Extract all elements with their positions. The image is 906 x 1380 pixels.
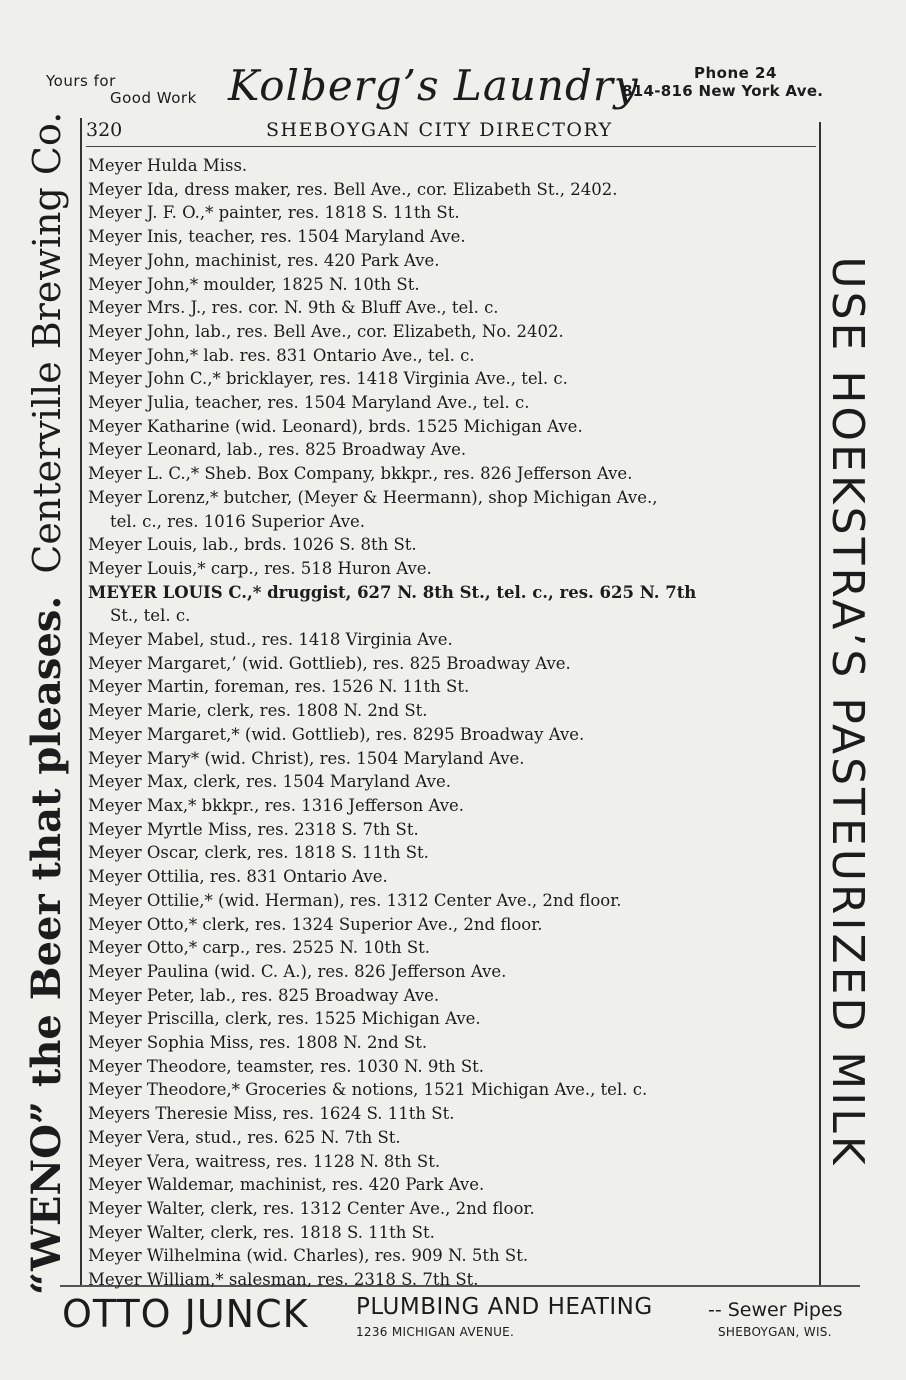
milk-ad-text: USE HOEKSTRA’S PASTEURIZED MILK — [822, 256, 873, 1168]
directory-entry: Meyer Oscar, clerk, res. 1818 S. 11th St. — [88, 843, 429, 863]
directory-entry: Meyers Theresie Miss, res. 1624 S. 11th St. — [88, 1104, 455, 1124]
directory-entries-list — [88, 154, 818, 1292]
directory-entry: Meyer John,* lab. res. 831 Ontario Ave., tel. c. — [88, 345, 475, 365]
page-title: SHEBOYGAN CITY DIRECTORY — [266, 119, 613, 141]
directory-entry: Meyer Mabel, stud., res. 1418 Virginia Ave. — [88, 630, 453, 650]
plumber-extra: -- Sewer Pipes — [708, 1299, 843, 1321]
directory-entry: Meyer Vera, waitress, res. 1128 N. 8th St. — [88, 1151, 441, 1171]
directory-entry: Meyer Walter, clerk, res. 1312 Center Ave., 2nd floor. — [88, 1198, 535, 1218]
directory-entry: Meyer Otto,* carp., res. 2525 N. 10th St. — [88, 938, 430, 958]
directory-entry: Meyer Louis,* carp., res. 518 Huron Ave. — [88, 558, 432, 578]
page-header — [86, 118, 816, 146]
directory-entry: Meyer Paulina (wid. C. A.), res. 826 Jefferson Ave. — [88, 961, 507, 981]
ad-tagline-line2: Good Work — [110, 89, 197, 107]
directory-entry: Meyer Otto,* clerk, res. 1324 Superior Ave., 2nd floor. — [88, 914, 543, 934]
directory-entry: Meyer Ida, dress maker, res. Bell Ave., cor. Elizabeth St., 2402. — [88, 179, 618, 199]
laundry-address: 814-816 New York Ave. — [622, 82, 824, 100]
directory-entry: Meyer Myrtle Miss, res. 2318 S. 7th St. — [88, 819, 419, 839]
directory-entry: Meyer Inis, teacher, res. 1504 Maryland Ave. — [88, 227, 466, 247]
directory-entry: Meyer Mrs. J., res. cor. N. 9th & Bluff Ave., tel. c. — [88, 298, 499, 318]
directory-entry: Meyer Walter, clerk, res. 1818 S. 11th St. — [88, 1222, 435, 1242]
page-number: 320 — [86, 119, 123, 141]
directory-entry: Meyer William,* salesman, res. 2318 S. 7th St. — [88, 1270, 479, 1290]
directory-entry: tel. c., res. 1016 Superior Ave. — [110, 511, 366, 531]
directory-entry: Meyer Martin, foreman, res. 1526 N. 11th St. — [88, 677, 470, 697]
directory-entry: Meyer J. F. O.,* painter, res. 1818 S. 11th St. — [88, 203, 460, 223]
directory-entry: Meyer Hulda Miss. — [88, 156, 248, 175]
directory-entry: Meyer Max,* bkkpr., res. 1316 Jefferson Ave. — [88, 795, 465, 815]
directory-entry: Meyer Ottilia, res. 831 Ontario Ave. — [88, 867, 388, 887]
directory-entry: Meyer Leonard, lab., res. 825 Broadway Ave. — [88, 440, 467, 460]
laundry-ad-banner — [0, 55, 906, 115]
plumber-name: OTTO JUNCK — [62, 1292, 309, 1336]
directory-entry: Meyer John, machinist, res. 420 Park Ave. — [88, 250, 440, 270]
directory-entry: Meyer Max, clerk, res. 1504 Maryland Ave. — [88, 772, 451, 792]
directory-entry: Meyer Julia, teacher, res. 1504 Maryland Ave., tel. c. — [88, 393, 530, 413]
laundry-name: Kolberg’s Laundry — [228, 61, 639, 110]
plumber-city: SHEBOYGAN, WIS. — [718, 1325, 832, 1339]
brewery-slogan: “WENO” the Beer that pleases. — [23, 595, 70, 1295]
directory-entry: MEYER LOUIS C.,* druggist, 627 N. 8th St., tel. c., res. 625 N. 7th — [88, 582, 697, 602]
directory-entry: Meyer Louis, lab., brds. 1026 S. 8th St. — [88, 535, 417, 555]
laundry-phone: Phone 24 — [694, 64, 777, 82]
directory-entry: Meyer John, lab., res. Bell Ave., cor. Elizabeth, No. 2402. — [88, 321, 564, 341]
plumbing-ad-banner — [0, 1290, 906, 1350]
directory-entry: Meyer L. C.,* Sheb. Box Company, bkkpr., res. 826 Jefferson Ave. — [88, 464, 633, 484]
plumber-service: PLUMBING AND HEATING — [356, 1294, 653, 1320]
directory-entry: Meyer Theodore,* Groceries & notions, 1521 Michigan Ave., tel. c. — [88, 1080, 648, 1100]
directory-entry: Meyer John C.,* bricklayer, res. 1418 Virginia Ave., tel. c. — [88, 369, 568, 389]
directory-entry: Meyer Ottilie,* (wid. Herman), res. 1312 Center Ave., 2nd floor. — [88, 890, 622, 910]
brewery-ad-vertical — [23, 111, 83, 1295]
directory-entry: Meyer Lorenz,* butcher, (Meyer & Heermann), shop Michigan Ave., — [88, 487, 658, 507]
directory-entry: Meyer Katharine (wid. Leonard), brds. 1525 Michigan Ave. — [88, 416, 583, 436]
directory-entry: Meyer Waldemar, machinist, res. 420 Park Ave. — [88, 1175, 485, 1195]
ad-tagline-line1: Yours for — [46, 72, 116, 90]
plumber-address: 1236 MICHIGAN AVENUE. — [356, 1325, 515, 1339]
directory-entry: Meyer Margaret,* (wid. Gottlieb), res. 8295 Broadway Ave. — [88, 724, 585, 744]
brewery-company: Centerville Brewing Co. — [25, 111, 69, 574]
directory-entry: Meyer Margaret,’ (wid. Gottlieb), res. 825 Broadway Ave. — [88, 653, 571, 673]
directory-entry: Meyer Marie, clerk, res. 1808 N. 2nd St. — [88, 701, 428, 721]
directory-entry: Meyer Vera, stud., res. 625 N. 7th St. — [88, 1127, 401, 1147]
directory-entry: Meyer Priscilla, clerk, res. 1525 Michigan Ave. — [88, 1009, 481, 1029]
directory-entry: Meyer Sophia Miss, res. 1808 N. 2nd St. — [88, 1033, 428, 1053]
directory-entry: St., tel. c. — [110, 606, 191, 626]
header-divider — [86, 146, 816, 147]
directory-entry: Meyer Peter, lab., res. 825 Broadway Ave. — [88, 985, 440, 1005]
directory-entry: Meyer Mary* (wid. Christ), res. 1504 Maryland Ave. — [88, 748, 525, 768]
directory-entry: Meyer Wilhelmina (wid. Charles), res. 909 N. 5th St. — [88, 1246, 529, 1266]
directory-entry: Meyer John,* moulder, 1825 N. 10th St. — [88, 274, 420, 294]
directory-entry: Meyer Theodore, teamster, res. 1030 N. 9th St. — [88, 1056, 485, 1076]
milk-ad-vertical — [813, 137, 873, 1287]
